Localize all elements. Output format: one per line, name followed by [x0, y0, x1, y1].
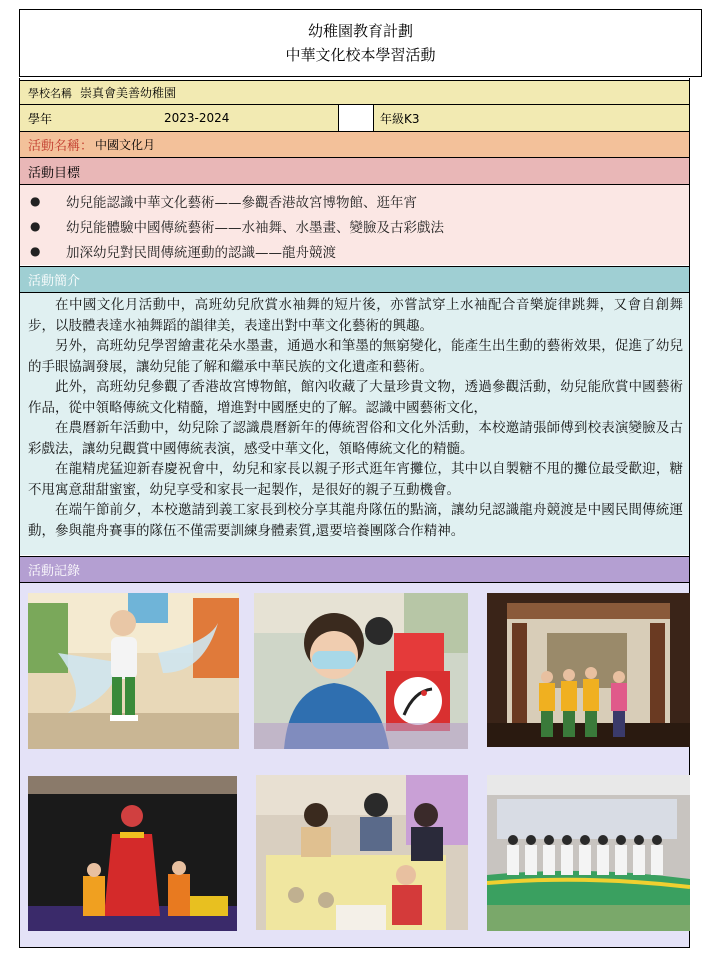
face-changing-performance-photo — [28, 776, 237, 931]
school-label: 學校名稱 — [28, 86, 72, 100]
records-title: 活動記錄 — [28, 564, 81, 579]
goal-text: 加深幼兒對民間傳統運動的認識——龍舟競渡 — [66, 244, 336, 261]
ink-painting-photo — [254, 593, 468, 749]
grade-value: 年級K3 — [380, 111, 420, 126]
intro-title: 活動簡介 — [28, 274, 81, 289]
palace-museum-photo — [487, 593, 690, 747]
goal-item — [30, 188, 689, 213]
intro-paragraph: 在農曆新年活動中，幼兒除了認識農曆新年的傳統習俗和文化外活動，本校邀請張師傅到校表演變臉及古彩戲法，讓幼兒觀賞中國傳統表演，感受中華文化，領略傳統文化的精髓。 — [28, 420, 683, 457]
activity-name-value: 中國文化月 — [95, 138, 156, 152]
sleeve-dance-photo — [28, 593, 239, 749]
intro-paragraph: 另外，高班幼兒學習繪畫花朵水墨畫，通過水和筆墨的無窮變化，能產生出生動的藝術效果，促進了幼兒的手眼協調發展，讓幼兒能了解和繼承中華民族的文化遺產和藝術。 — [28, 338, 683, 375]
bullet-icon: ● — [30, 218, 41, 233]
school-name: 崇真會美善幼稚園 — [80, 86, 177, 100]
plan-subtitle: 中華文化校本學習活動 — [285, 46, 436, 64]
intro-paragraph: 在端午節前夕，本校邀請到義工家長到校分享其龍舟隊伍的點滴，讓幼兒認識龍舟競渡是中國民間傳統運動，參與龍舟賽事的隊伍不僅需要訓練身體素質,還要培養團隊合作精神。 — [28, 502, 683, 539]
goal-item — [30, 238, 689, 263]
bullet-icon: ● — [30, 243, 41, 258]
goal-text: 幼兒能認識中華文化藝術——參觀香港故宮博物館、逛年宵 — [66, 194, 417, 211]
intro-paragraph: 此外，高班幼兒參觀了香港故宮博物館，館內收藏了大量珍貴文物，透過參觀活動，幼兒能欣賞中國藝術作品，從中領略傳統文化精髓，增進對中國歷史的了解。認識中國藝術文化， — [28, 379, 683, 416]
bullet-icon: ● — [30, 193, 41, 208]
goal-text: 幼兒能體驗中國傳統藝術——水袖舞、水墨畫、變臉及古彩戲法 — [66, 219, 444, 236]
intro-paragraph: 在中國文化月活動中，高班幼兒欣賞水袖舞的短片後，亦嘗試穿上水袖配合音樂旋律跳舞，又會自創舞步，以肢體表達水袖舞蹈的韻律美，表達出對中華文化藝術的興趣。 — [28, 297, 683, 334]
new-year-stall-photo — [256, 775, 468, 930]
intro-body — [19, 292, 690, 555]
activity-name-row — [19, 131, 690, 157]
plan-title: 幼稚園教育計劃 — [307, 22, 413, 40]
year-value: 2023-2024 — [164, 111, 230, 125]
records-heading — [19, 556, 690, 582]
goals-list — [19, 184, 690, 265]
year-label: 學年 — [28, 111, 53, 126]
goals-heading — [19, 157, 690, 184]
empty-cell — [338, 105, 374, 131]
intro-heading — [19, 266, 690, 292]
year-row — [19, 104, 690, 131]
plan-header — [19, 9, 702, 77]
intro-paragraph: 在龍精虎猛迎新春慶祝會中，幼兒和家長以親子形式逛年宵攤位，其中以自製糖不甩的攤位最受歡迎，糖不甩寓意甜甜蜜蜜，幼兒享受和家長一起製作，是很好的親子互動機會。 — [28, 461, 683, 498]
dragon-boat-group-photo — [487, 775, 690, 931]
school-row — [19, 80, 690, 104]
activity-name-label: 活動名稱： — [28, 139, 94, 154]
goal-item — [30, 213, 689, 238]
goals-title: 活動目標 — [28, 165, 81, 181]
